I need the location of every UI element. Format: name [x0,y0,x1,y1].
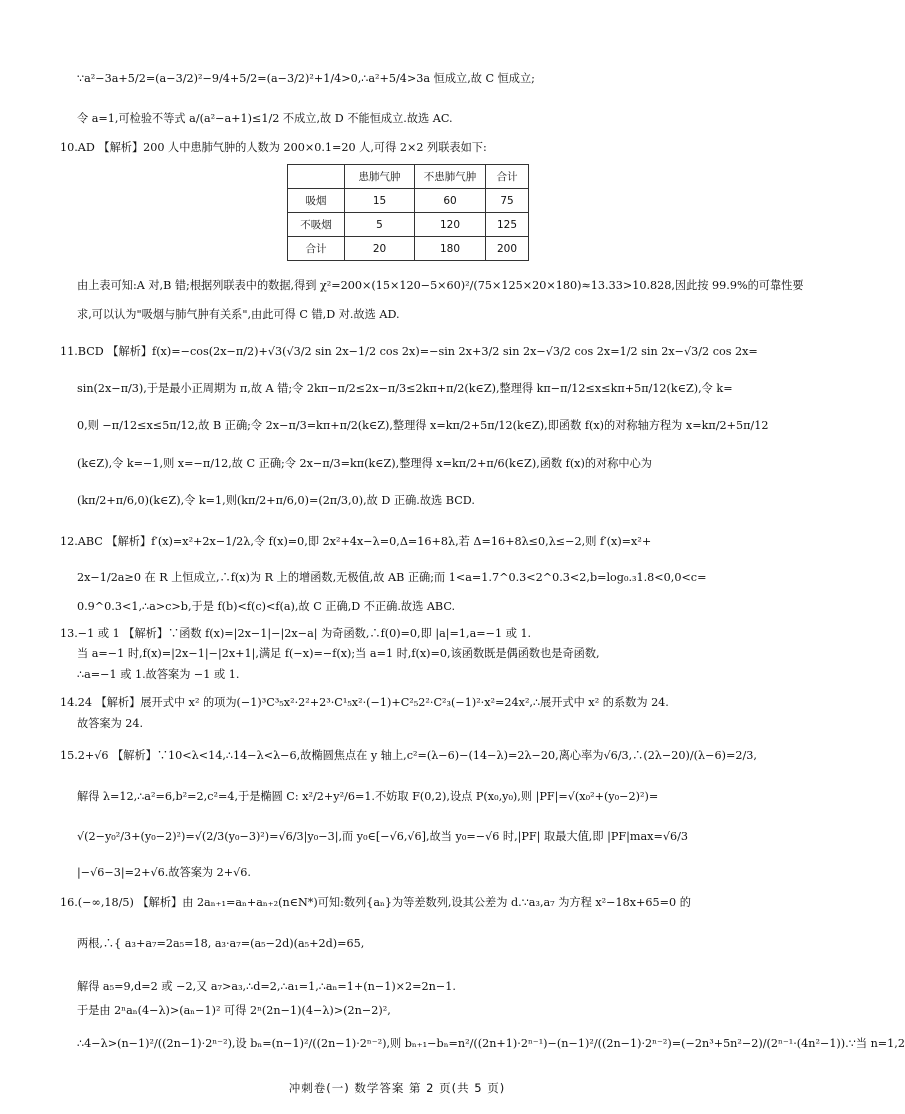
text-line: 当 a=−1 时,f(x)=|2x−1|−|2x+1|,满足 f(−x)=−f(x);当 a=1 时,f(x)=0,该函数既是偶函数也是奇函数, [77,647,600,660]
text-line: √(2−y₀²/3+(y₀−2)²)=√(2/3(y₀−3)²)=√6/3|y₀−3|,而 y₀∈[−√6,√6],故当 y₀=−√6 时,|PF| 取最大值,即 |PF|max=√6/3 [77,830,688,843]
table-cell: 125 [486,213,529,237]
text-line: 令 a=1,可检验不等式 a/(a²−a+1)≤1/2 不成立,故 D 不能恒成立.故选 AC. [77,112,453,125]
problem-13-heading: 13.−1 或 1 【解析】∵函数 f(x)=|2x−1|−|2x−a| 为奇函数,∴f(0)=0,即 |a|=1,a=−1 或 1. [60,627,532,640]
table-cell: 20 [345,237,415,261]
text-line: 2x−1/2a≥0 在 R 上恒成立,∴f(x)为 R 上的增函数,无极值,故 AB 正确;而 1<a=1.7^0.3<2^0.3<2,b=log₀.₃1.8<0,0<c= [77,571,707,584]
problem-10-heading: 10.AD 【解析】200 人中患肺气肿的人数为 200×0.1=20 人,可得 2×2 列联表如下: [60,141,487,154]
contingency-table [287,164,529,261]
table-cell: 15 [345,189,415,213]
text-line: 解得 λ=12,∴a²=6,b²=2,c²=4,于是椭圆 C: x²/2+y²/6=1.不妨取 F(0,2),设点 P(x₀,y₀),则 |PF|=√(x₀²+(y₀−2)²)= [77,790,659,803]
text-line: 两根,∴{ a₃+a₇=2a₅=18, a₃·a₇=(a₅−2d)(a₅+2d)=65, [77,937,365,950]
page-footer: 冲刺卷(一) 数学答案 第 2 页(共 5 页) [288,1081,506,1095]
text-line: 故答案为 24. [77,717,144,730]
table-cell: 75 [486,189,529,213]
text-line: ∵a²−3a+5/2=(a−3/2)²−9/4+5/2=(a−3/2)²+1/4>0,∴a²+5/4>3a 恒成立,故 C 恒成立; [77,72,535,85]
problem-16-heading: 16.(−∞,18/5) 【解析】由 2aₙ₊₁=aₙ+aₙ₊₂(n∈N*)可知:数列{aₙ}为等差数列,设其公差为 d.∵a₃,a₇ 为方程 x²−18x+65=0 的 [60,896,691,909]
text-line: (kπ/2+π/6,0)(k∈Z),令 k=1,则(kπ/2+π/6,0)=(2π/3,0),故 D 正确.故选 BCD. [77,494,475,507]
text-line: ∴a=−1 或 1.故答案为 −1 或 1. [77,668,240,681]
problem-11-heading: 11.BCD 【解析】f(x)=−cos(2x−π/2)+√3(√3/2 sin 2x−1/2 cos 2x)=−sin 2x+3/2 sin 2x−√3/2 cos 2x=1/2 sin 2x−√3/2 cos 2x= [60,345,758,358]
text-line: 0.9^0.3<1,∴a>c>b,于是 f(b)<f(c)<f(a),故 C 正确,D 不正确.故选 ABC. [77,600,456,613]
table-header-cell: 合计 [486,165,529,189]
text-line: |−√6−3|=2+√6.故答案为 2+√6. [77,866,251,879]
text-line: 求,可以认为"吸烟与肺气肿有关系",由此可得 C 错,D 对.故选 AD. [77,308,400,321]
problem-15-heading: 15.2+√6 【解析】∵10<λ<14,∴14−λ<λ−6,故椭圆焦点在 y 轴上,c²=(λ−6)−(14−λ)=2λ−20,离心率为√6/3,∴(2λ−20)/(λ−6)=2/3, [60,749,757,762]
text-line: ∴4−λ>(n−1)²/((2n−1)·2ⁿ⁻²),设 bₙ=(n−1)²/((2n−1)·2ⁿ⁻²),则 bₙ₊₁−bₙ=n²/((2n+1)·2ⁿ⁻¹)−(n−1)²/((2n−1)·2ⁿ⁻²)=(−2n³+5n²−2)/(2ⁿ⁻¹·(4n²−1)).∵当 n=1,2 [77,1037,905,1050]
text-line: 由上表可知:A 对,B 错;根据列联表中的数据,得到 χ²=200×(15×120−5×60)²/(75×125×20×180)≈13.33>10.828,因此按 99.9%的可靠性要 [77,279,804,292]
problem-12-heading: 12.ABC 【解析】f′(x)=x²+2x−1/2λ,令 f(x)=0,即 2x²+4x−λ=0,Δ=16+8λ,若 Δ=16+8λ≤0,λ≤−2,则 f′(x)=x²+ [60,535,652,548]
text-line: sin(2x−π/3),于是最小正周期为 π,故 A 错;令 2kπ−π/2≤2x−π/3≤2kπ+π/2(k∈Z),整理得 kπ−π/12≤x≤kπ+5π/12(k∈Z),令 k= [77,382,733,395]
table-cell: 60 [415,189,486,213]
text-line: 0,则 −π/12≤x≤5π/12,故 B 正确;令 2x−π/3=kπ+π/2(k∈Z),整理得 x=kπ/2+5π/12(k∈Z),即函数 f(x)的对称轴方程为 x=kπ/2+5π/12 [77,419,769,432]
text-line: 于是由 2ⁿaₙ(4−λ)>(aₙ−1)² 可得 2ⁿ(2n−1)(4−λ)>(2n−2)², [77,1004,391,1017]
table-cell: 5 [345,213,415,237]
table-cell: 不吸烟 [288,213,345,237]
table-header-cell: 不患肺气肿 [415,165,486,189]
table-header-cell: 患肺气肿 [345,165,415,189]
text-line: (k∈Z),令 k=−1,则 x=−π/12,故 C 正确;令 2x−π/3=kπ(k∈Z),整理得 x=kπ/2+π/6(k∈Z),函数 f(x)的对称中心为 [77,457,652,470]
table-cell: 200 [486,237,529,261]
table-cell: 合计 [288,237,345,261]
text-line: 解得 a₅=9,d=2 或 −2,又 a₇>a₃,∴d=2,∴a₁=1,∴aₙ=1+(n−1)×2=2n−1. [77,980,456,993]
table-cell: 吸烟 [288,189,345,213]
table-header-cell [288,165,345,189]
table-cell: 120 [415,213,486,237]
problem-14-heading: 14.24 【解析】展开式中 x² 的项为(−1)³C³₅x²·2²+2³·C¹₅x²·(−1)+C²₅2²·C²₃(−1)²·x²=24x²,∴展开式中 x² 的系数为 24. [60,696,669,709]
table-cell: 180 [415,237,486,261]
